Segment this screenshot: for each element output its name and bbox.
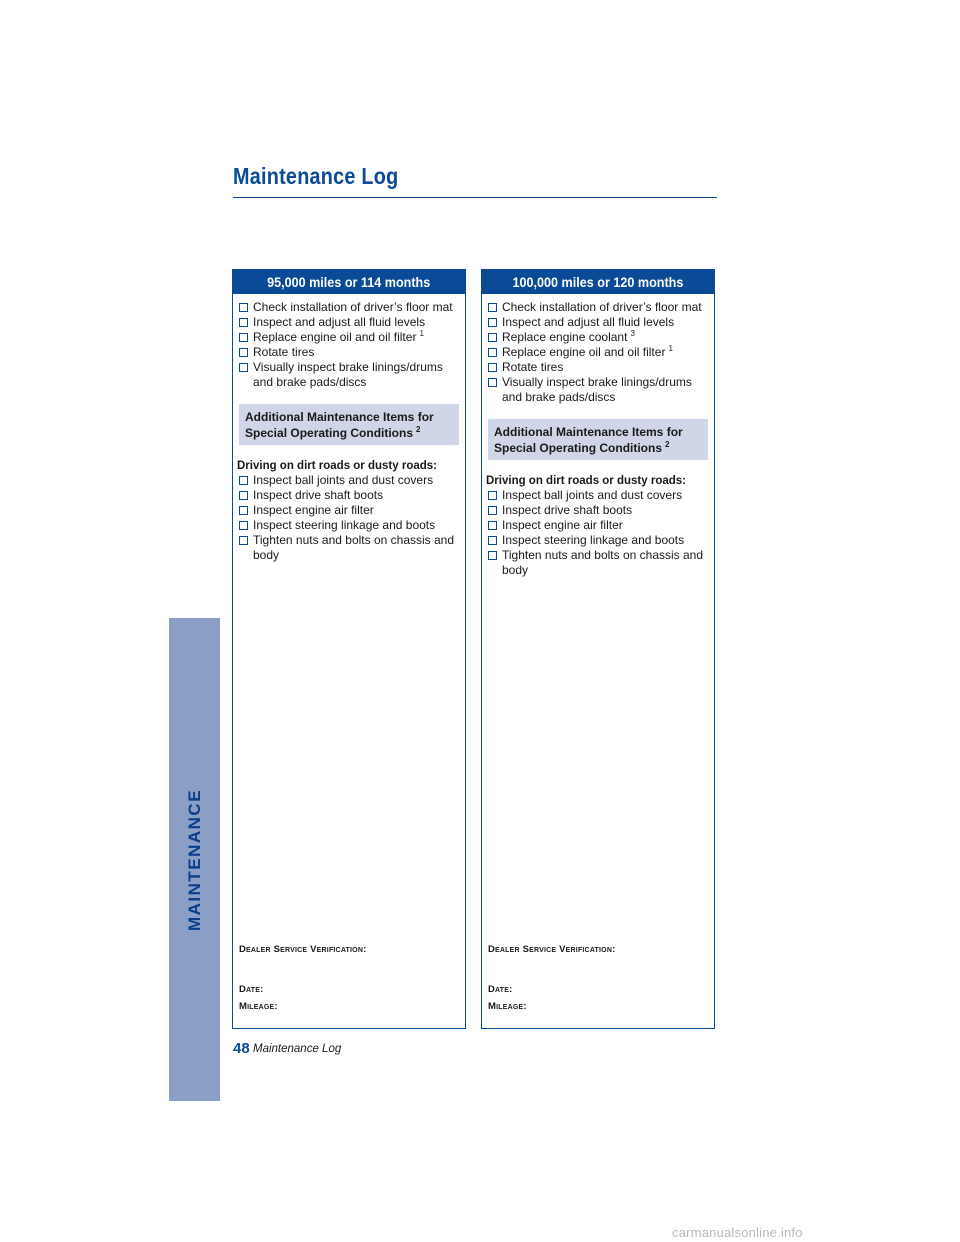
checkbox[interactable] [239,333,248,342]
service-item [486,330,710,345]
condition-item-label: Inspect ball joints and dust covers [502,488,683,502]
condition-item [237,473,461,488]
service-item-label: Inspect and adjust all fluid levels [502,315,675,329]
date-label: Date: [239,984,264,995]
checkbox[interactable] [488,491,497,500]
page-title: Maintenance Log [233,163,399,189]
column-header-label: 95,000 miles or 114 months [267,274,431,290]
service-item-label: Visually inspect brake linings/drums and brake pads/discs [502,375,692,404]
service-item-label: Rotate tires [253,345,315,359]
dealer-verification-label: Dealer Service Verification: [239,944,367,955]
checkbox[interactable] [488,318,497,327]
service-item-label: Replace engine coolant [502,330,628,344]
checkbox[interactable] [239,506,248,515]
condition-item [237,518,461,533]
checkbox[interactable] [239,303,248,312]
checkbox[interactable] [488,378,497,387]
condition-item-label: Inspect steering linkage and boots [253,518,436,532]
condition-item-label: Inspect steering linkage and boots [502,533,685,547]
page-footer-label: Maintenance Log [253,1043,342,1055]
checkbox[interactable] [239,521,248,530]
service-item-label: Inspect and adjust all fluid levels [253,315,426,329]
special-conditions-line2: Special Operating Conditions [245,426,414,440]
dealer-verification-label: Dealer Service Verification: [488,944,616,955]
footnote-marker: 2 [665,440,670,449]
checkbox[interactable] [488,348,497,357]
condition-item [237,503,461,518]
condition-item-label: Inspect engine air filter [253,503,374,517]
checkbox[interactable] [488,333,497,342]
condition-item [237,488,461,503]
condition-item-list [233,473,465,563]
maintenance-column-left [232,269,466,1029]
special-conditions-line2: Special Operating Conditions [494,441,663,455]
checkbox[interactable] [488,536,497,545]
condition-item-label: Inspect ball joints and dust covers [253,473,434,487]
checkbox[interactable] [488,551,497,560]
service-item-label: Replace engine oil and oil filter [253,330,417,344]
checkbox[interactable] [488,303,497,312]
checkbox[interactable] [239,476,248,485]
checkbox[interactable] [239,491,248,500]
service-item [237,345,461,360]
watermark: carmanualsonline.info [672,1225,803,1240]
checkbox[interactable] [239,536,248,545]
column-header-label: 100,000 miles or 120 months [512,274,684,290]
checkbox[interactable] [239,348,248,357]
special-conditions-box [488,419,708,460]
service-item-label: Check installation of driver’s floor mat [253,300,453,314]
condition-item [486,488,710,503]
checkbox[interactable] [488,506,497,515]
maintenance-column-right [481,269,715,1029]
service-item [237,330,461,345]
service-item [486,375,710,405]
condition-item-label: Inspect drive shaft boots [253,488,384,502]
service-item [237,360,461,390]
side-tab-label: MAINTENANCE [184,788,204,931]
condition-label: Driving on dirt roads or dusty roads: [486,475,686,487]
special-conditions-box [239,404,459,445]
condition-item-list [482,488,714,578]
condition-item [486,518,710,533]
condition-item-label: Tighten nuts and bolts on chassis and body [253,533,455,562]
service-item-list [233,300,465,390]
checkbox[interactable] [488,521,497,530]
title-divider [233,197,717,198]
mileage-label: Mileage: [239,1001,278,1012]
mileage-label: Mileage: [488,1001,527,1012]
special-conditions-line1: Additional Maintenance Items for [494,425,683,439]
section-side-tab [169,618,220,1101]
condition-item [486,533,710,548]
checkbox[interactable] [239,363,248,372]
condition-item [486,503,710,518]
service-item-label: Check installation of driver’s floor mat [502,300,702,314]
service-item-label: Rotate tires [502,360,564,374]
service-item-label: Replace engine oil and oil filter [502,345,666,359]
footnote-marker: 2 [416,425,421,434]
checkbox[interactable] [488,363,497,372]
condition-item [237,533,461,563]
condition-item [486,548,710,578]
service-item [486,345,710,360]
service-item [486,360,710,375]
condition-item-label: Inspect engine air filter [502,518,623,532]
special-conditions-line1: Additional Maintenance Items for [245,410,434,424]
footnote-marker: 1 [419,329,424,338]
checkbox[interactable] [239,318,248,327]
footnote-marker: 3 [630,329,635,338]
service-item-label: Visually inspect brake linings/drums and brake pads/discs [253,360,443,389]
service-item [237,300,461,315]
condition-item-label: Tighten nuts and bolts on chassis and body [502,548,704,577]
column-header [233,270,465,294]
column-header [482,270,714,294]
service-item [486,315,710,330]
page-number: 48 [233,1040,250,1057]
condition-item-label: Inspect drive shaft boots [502,503,633,517]
footnote-marker: 1 [668,344,673,353]
condition-label: Driving on dirt roads or dusty roads: [237,460,437,472]
date-label: Date: [488,984,513,995]
service-item-list [482,300,714,405]
service-item [486,300,710,315]
service-item [237,315,461,330]
